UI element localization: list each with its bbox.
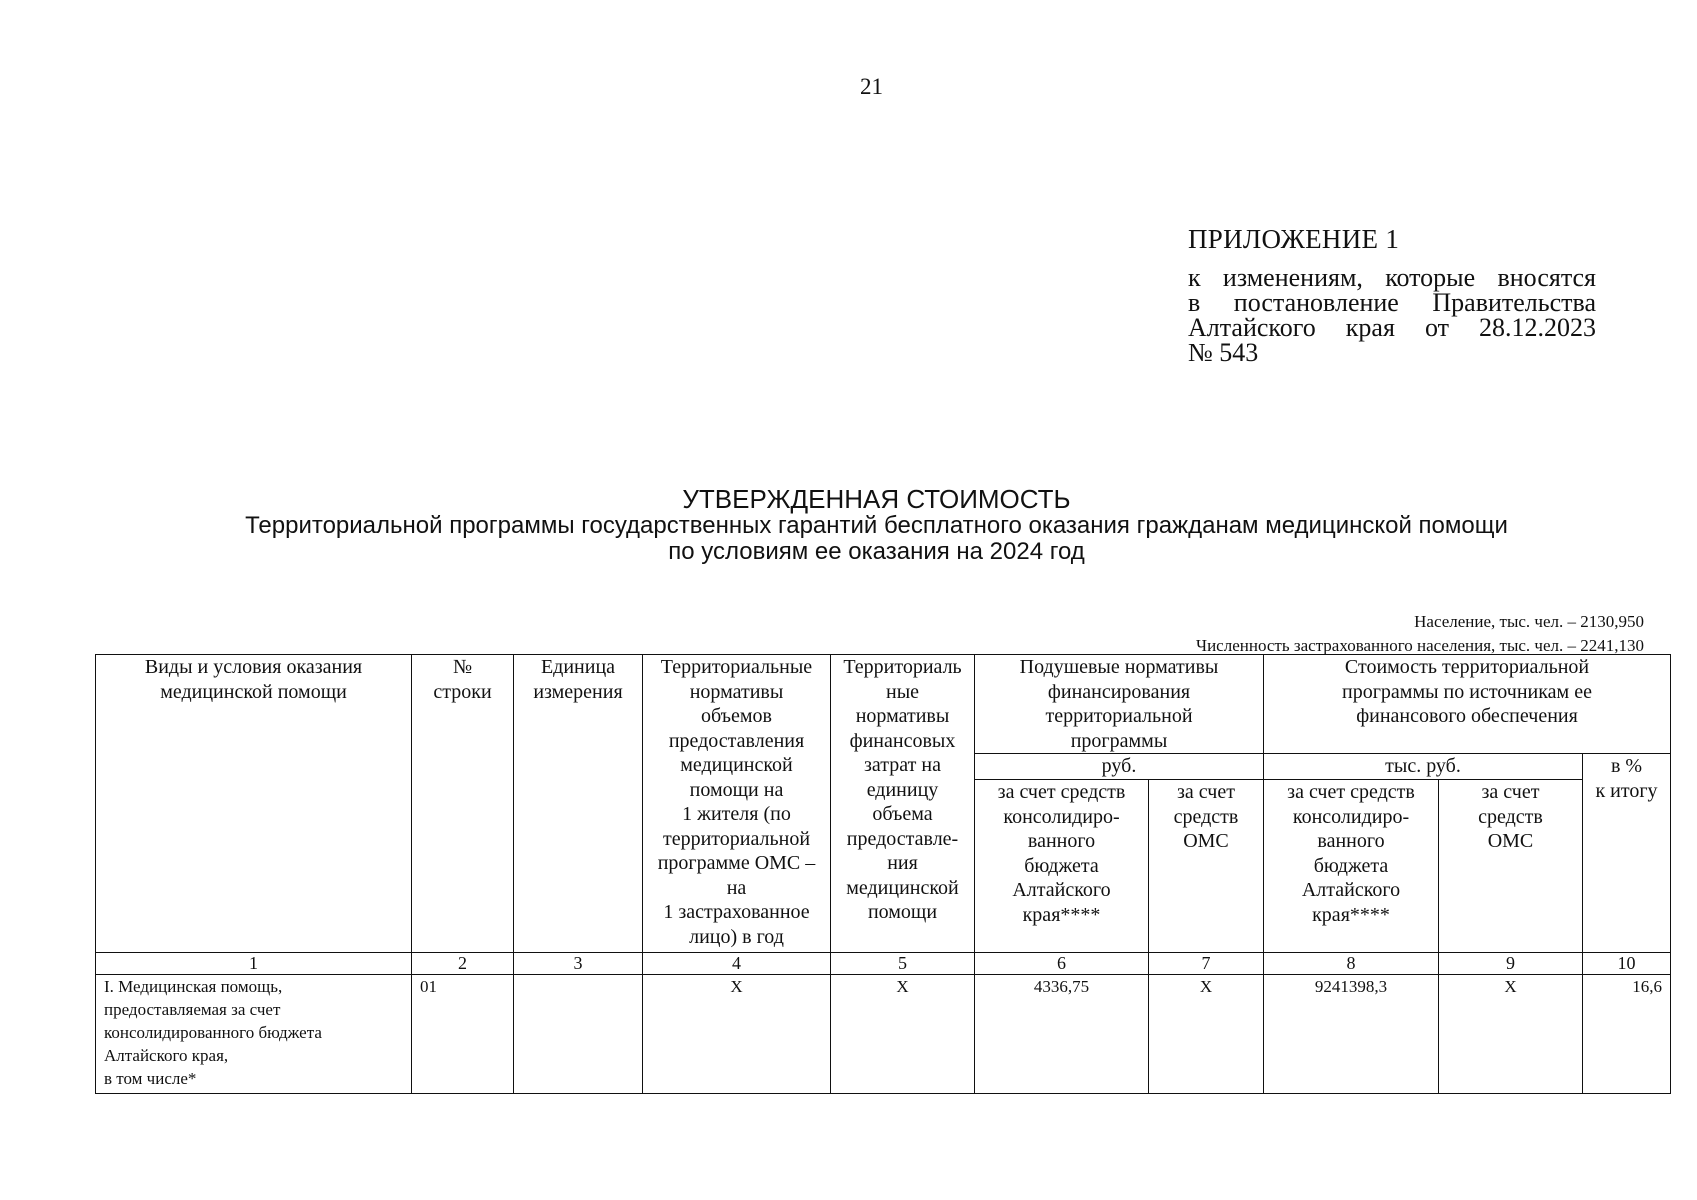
appendix-block — [1188, 224, 1596, 365]
title-subtitle-1: Территориальной программы государственных гарантий бесплатного оказания гражданам медицинской помощи — [245, 512, 1508, 539]
title-main: УТВЕРЖДЕННАЯ СТОИМОСТЬ — [682, 484, 1071, 514]
column-number: 6 — [975, 953, 1149, 975]
cell-per-capita-oms: X — [1149, 975, 1264, 1094]
column-number: 9 — [1439, 953, 1583, 975]
header-cost-oms: за счет средств ОМС — [1439, 780, 1583, 953]
header-per-capita: Подушевые нормативы финансирования территориальной программы — [975, 655, 1264, 754]
header-percent: в % к итогу — [1583, 754, 1671, 953]
cell-cost-norm: X — [831, 975, 975, 1094]
cell-volume-norm: X — [643, 975, 831, 1094]
cell-kind: I. Медицинская помощь, предоставляемая за счет консолидированного бюджета Алтайского края, в том числе* — [96, 975, 412, 1094]
appendix-title: ПРИЛОЖЕНИЕ 1 — [1188, 224, 1400, 254]
column-number: 1 — [96, 953, 412, 975]
header-rub: руб. — [975, 754, 1264, 780]
table-row — [96, 975, 1671, 1094]
header-thousand-rub: тыс. руб. — [1264, 754, 1583, 780]
appendix-line-4: № 543 — [1188, 338, 1259, 367]
header-program-cost: Стоимость территориальной программы по источникам ее финансового обеспечения — [1264, 655, 1671, 754]
header-unit: Единица измерения — [514, 655, 643, 953]
cell-unit — [514, 975, 643, 1094]
header-per-capita-budget: за счет средств консолидиро- ванного бюджета Алтайского края**** — [975, 780, 1149, 953]
cost-table-wrapper — [95, 654, 1671, 1094]
cell-cost-budget: 9241398,3 — [1264, 975, 1439, 1094]
document-title — [0, 485, 1697, 565]
cell-percent: 16,6 — [1583, 975, 1671, 1094]
column-number: 5 — [831, 953, 975, 975]
cell-per-capita-budget: 4336,75 — [975, 975, 1149, 1094]
appendix-line-2: в постановление Правительства — [1188, 288, 1596, 317]
column-number: 4 — [643, 953, 831, 975]
column-number-row — [96, 953, 1671, 975]
population-info — [1196, 610, 1644, 658]
header-row-number: № строки — [412, 655, 514, 953]
cell-row-number: 01 — [412, 975, 514, 1094]
appendix-text — [1188, 265, 1596, 365]
population-insured: Численность застрахованного населения, тыс. чел. – 2241,130 — [1196, 636, 1644, 655]
column-number: 7 — [1149, 953, 1264, 975]
appendix-line-3: Алтайского края от 28.12.2023 — [1188, 313, 1596, 342]
header-volume-norms: Территориальные нормативы объемов предоставления медицинской помощи на 1 жителя (по территориальной программе ОМС – на 1 застрахованное лицо) в год — [643, 655, 831, 953]
title-subtitle-2: по условиям ее оказания на 2024 год — [668, 538, 1085, 565]
page-number: 21 — [860, 74, 883, 99]
header-cost-norms: Территориаль ные нормативы финансовых затрат на единицу объема предоставле- ния медицинской помощи — [831, 655, 975, 953]
appendix-line-1: к изменениям, которые вносятся — [1188, 263, 1596, 292]
header-per-capita-oms: за счет средств ОМС — [1149, 780, 1264, 953]
cell-cost-oms: X — [1439, 975, 1583, 1094]
column-number: 3 — [514, 953, 643, 975]
header-kinds: Виды и условия оказания медицинской помощи — [96, 655, 412, 953]
column-number: 2 — [412, 953, 514, 975]
cost-table — [95, 654, 1671, 1094]
population-total: Население, тыс. чел. – 2130,950 — [1414, 612, 1644, 631]
column-number: 8 — [1264, 953, 1439, 975]
header-cost-budget: за счет средств консолидиро- ванного бюджета Алтайского края**** — [1264, 780, 1439, 953]
column-number: 10 — [1583, 953, 1671, 975]
